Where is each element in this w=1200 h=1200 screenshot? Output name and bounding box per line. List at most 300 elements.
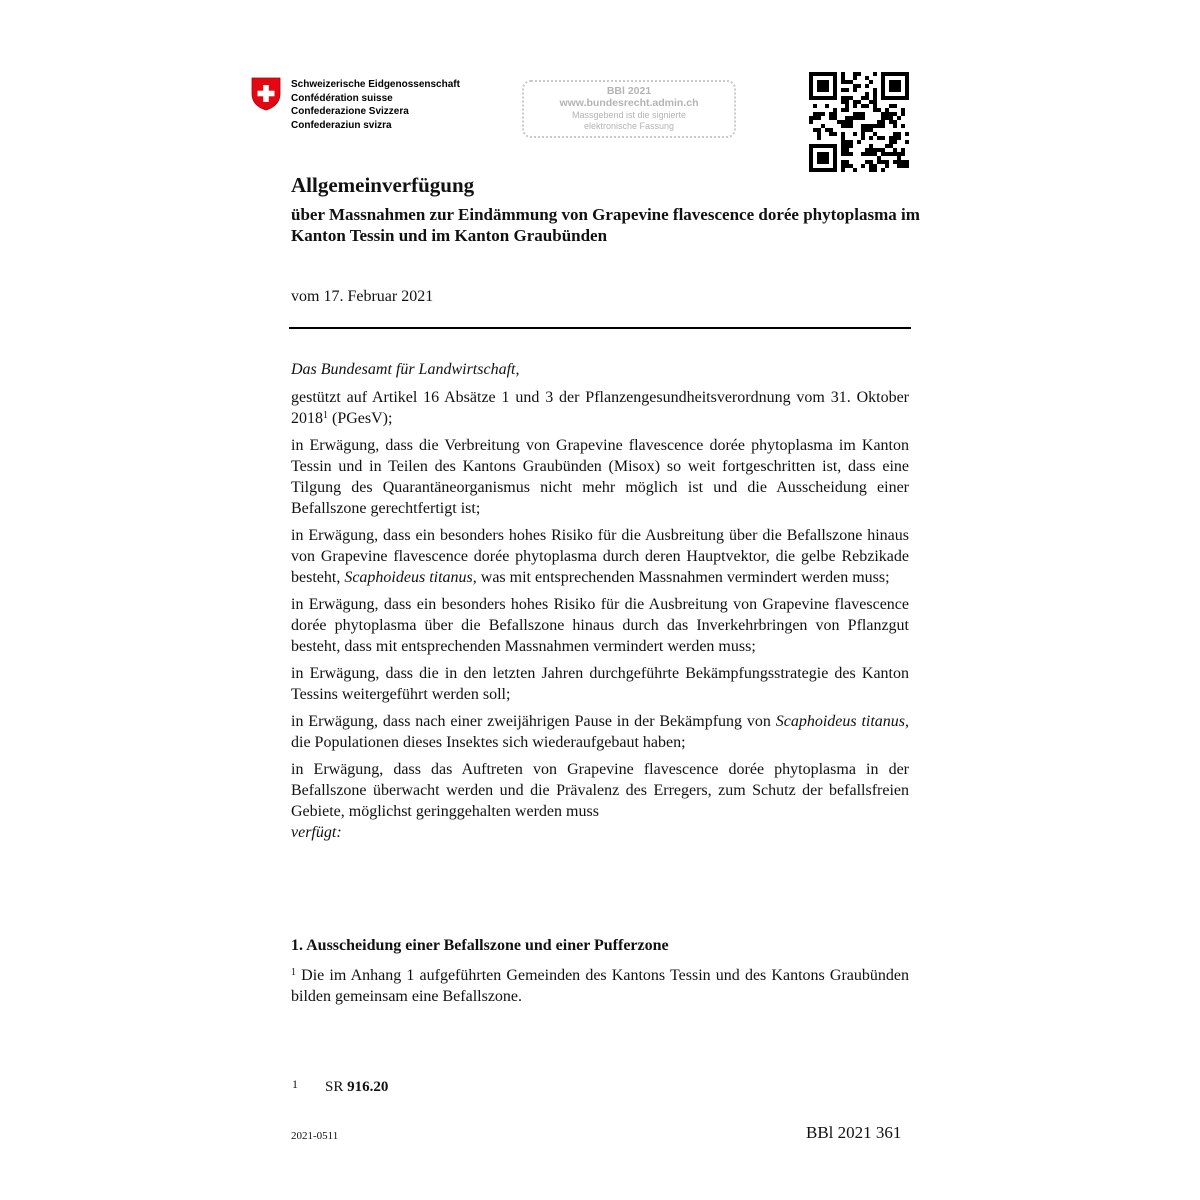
qr-module (841, 140, 845, 144)
footnote-number: 1 (292, 1077, 298, 1091)
qr-module (869, 168, 873, 172)
qr-module (833, 96, 837, 100)
stamp-line-2: www.bundesrecht.admin.ch (559, 97, 699, 109)
qr-module (845, 160, 849, 164)
qr-module (893, 112, 897, 116)
qr-module (817, 116, 821, 120)
qr-module (881, 72, 885, 76)
qr-module (889, 144, 893, 148)
qr-module (845, 80, 849, 84)
qr-module (885, 112, 889, 116)
qr-module (885, 96, 889, 100)
qr-module (873, 92, 877, 96)
qr-module (817, 80, 821, 84)
qr-module (825, 144, 829, 148)
qr-module (829, 72, 833, 76)
confederation-line-fr: Confédération suisse (291, 92, 393, 104)
qr-module (877, 120, 881, 124)
qr-module (833, 152, 837, 156)
qr-module (893, 124, 897, 128)
qr-module (873, 124, 877, 128)
qr-module (825, 88, 829, 92)
qr-module (889, 140, 893, 144)
qr-module (893, 104, 897, 108)
qr-module (821, 144, 825, 148)
qr-module (845, 104, 849, 108)
section-1-paragraph-text: Die im Anhang 1 aufgeführten Gemeinden des Kantons Tessin und des Kantons Graubünden bilden gemeinsam eine Befallszone. (291, 967, 909, 1005)
qr-module (841, 88, 845, 92)
qr-module (821, 152, 825, 156)
qr-module (893, 88, 897, 92)
qr-module (865, 76, 869, 80)
qr-module (857, 84, 861, 88)
qr-module (901, 112, 905, 116)
qr-module (841, 80, 845, 84)
qr-module (881, 116, 885, 120)
qr-module (865, 148, 869, 152)
qr-module (897, 84, 901, 88)
qr-module (885, 160, 889, 164)
qr-code-icon (809, 72, 909, 172)
qr-module (893, 132, 897, 136)
qr-module (841, 148, 845, 152)
qr-module (881, 92, 885, 96)
qr-module (809, 88, 813, 92)
qr-module (893, 152, 897, 156)
species-name: Scaphoideus titanus (344, 569, 473, 586)
qr-module (897, 88, 901, 92)
qr-module (829, 128, 833, 132)
qr-module (817, 112, 821, 116)
qr-module (809, 148, 813, 152)
qr-module (833, 164, 837, 168)
consideration-5-tail: , die Populationen dieses Insektes sich wiederaufgebaut haben; (291, 713, 910, 751)
qr-module (853, 100, 857, 104)
qr-module (893, 84, 897, 88)
qr-module (861, 112, 865, 116)
qr-module (833, 88, 837, 92)
footnote-reference: 1 (323, 410, 328, 421)
qr-module (845, 96, 849, 100)
qr-module (861, 96, 865, 100)
qr-module (905, 76, 909, 80)
qr-module (873, 148, 877, 152)
preamble (291, 359, 909, 849)
qr-module (813, 128, 817, 132)
legal-basis-text: gestützt auf Artikel 16 Absätze 1 und 3 der Pflanzengesundheitsverordnung vom 31. Oktober 2018 (291, 389, 909, 427)
confederation-line-rm: Confederaziun svizra (291, 119, 392, 131)
qr-module (821, 124, 825, 128)
qr-module (809, 84, 813, 88)
qr-module (865, 128, 869, 132)
qr-module (849, 140, 853, 144)
qr-module (869, 100, 873, 104)
qr-module (821, 80, 825, 84)
qr-module (817, 96, 821, 100)
qr-module (825, 128, 829, 132)
qr-module (841, 152, 845, 156)
qr-module (833, 156, 837, 160)
qr-module (829, 132, 833, 136)
qr-module (841, 100, 845, 104)
qr-module (849, 116, 853, 120)
qr-module (861, 128, 865, 132)
qr-module (841, 164, 845, 168)
qr-module (897, 96, 901, 100)
qr-module (841, 76, 845, 80)
qr-module (865, 96, 869, 100)
qr-module (837, 120, 841, 124)
qr-module (881, 124, 885, 128)
qr-module (849, 96, 853, 100)
consideration-5-text: in Erwägung, dass nach einer zweijährigen Pause in der Bekämpfung von (291, 713, 776, 730)
qr-module (853, 116, 857, 120)
qr-module (881, 76, 885, 80)
qr-module (829, 168, 833, 172)
qr-module (813, 144, 817, 148)
qr-module (889, 136, 893, 140)
qr-module (901, 148, 905, 152)
qr-module (849, 152, 853, 156)
qr-module (889, 116, 893, 120)
paragraph-number: 1 (291, 967, 296, 978)
qr-module (897, 136, 901, 140)
qr-module (861, 132, 865, 136)
qr-module (829, 116, 833, 120)
qr-module (813, 104, 817, 108)
qr-module (809, 144, 813, 148)
qr-module (889, 120, 893, 124)
stamp-line-1: BBl 2021 (606, 85, 652, 97)
qr-module (841, 96, 845, 100)
qr-module (817, 156, 821, 160)
qr-module (829, 96, 833, 100)
qr-module (821, 112, 825, 116)
qr-module (901, 72, 905, 76)
qr-module (809, 160, 813, 164)
qr-module (885, 144, 889, 148)
qr-module (813, 96, 817, 100)
qr-module (901, 96, 905, 100)
qr-module (901, 108, 905, 112)
qr-module (853, 104, 857, 108)
qr-module (825, 160, 829, 164)
qr-module (821, 88, 825, 92)
qr-module (897, 80, 901, 84)
qr-module (873, 72, 877, 76)
qr-module (889, 152, 893, 156)
section-1-paragraph (291, 965, 909, 1007)
qr-module (841, 144, 845, 148)
qr-module (889, 104, 893, 108)
qr-module (853, 168, 857, 172)
qr-module (885, 116, 889, 120)
qr-module (881, 112, 885, 116)
qr-module (853, 72, 857, 76)
qr-module (893, 148, 897, 152)
qr-module (857, 72, 861, 76)
qr-module (845, 88, 849, 92)
swiss-coat-of-arms-icon (251, 77, 281, 111)
qr-module (873, 132, 877, 136)
qr-module (881, 136, 885, 140)
qr-module (893, 140, 897, 144)
qr-module (877, 148, 881, 152)
qr-module (869, 144, 873, 148)
qr-module (841, 124, 845, 128)
qr-module (897, 160, 901, 164)
qr-module (857, 112, 861, 116)
confederation-line-de: Schweizerische Eidgenossenschaft (291, 79, 460, 90)
qr-module (861, 116, 865, 120)
qr-module (905, 80, 909, 84)
qr-module (817, 152, 821, 156)
species-name: Scaphoideus titanus (775, 713, 906, 730)
qr-module (817, 160, 821, 164)
qr-module (885, 152, 889, 156)
qr-module (881, 168, 885, 172)
qr-module (897, 72, 901, 76)
qr-module (817, 168, 821, 172)
qr-module (861, 124, 865, 128)
qr-module (833, 168, 837, 172)
qr-module (813, 72, 817, 76)
qr-module (877, 136, 881, 140)
qr-module (881, 96, 885, 100)
confederation-name (291, 78, 511, 132)
qr-module (869, 128, 873, 132)
qr-module (893, 160, 897, 164)
qr-module (833, 108, 837, 112)
qr-module (897, 116, 901, 120)
qr-module (889, 80, 893, 84)
consideration-2-text: in Erwägung, dass ein besonders hohes Risiko für die Ausbreitung über die Befallszone hinaus von Grapevine flavescence dorée phytoplasma durch deren Hauptvektor, die gelbe Rebzikade besteht, (291, 527, 909, 586)
qr-module (881, 152, 885, 156)
qr-module (893, 80, 897, 84)
qr-module (817, 136, 821, 140)
qr-module (813, 168, 817, 172)
qr-module (845, 100, 849, 104)
qr-module (905, 164, 909, 168)
qr-module (833, 80, 837, 84)
qr-module (885, 72, 889, 76)
qr-module (869, 152, 873, 156)
qr-module (861, 152, 865, 156)
qr-module (853, 88, 857, 92)
qr-module (809, 120, 813, 124)
qr-module (873, 88, 877, 92)
qr-module (829, 112, 833, 116)
legal-basis (291, 387, 909, 429)
qr-module (845, 164, 849, 168)
qr-module (873, 96, 877, 100)
qr-module (881, 84, 885, 88)
issuing-authority: Das Bundesamt für Landwirtschaft, (291, 361, 520, 378)
qr-module (853, 132, 857, 136)
qr-module (873, 104, 877, 108)
qr-module (889, 72, 893, 76)
qr-module (877, 160, 881, 164)
qr-module (825, 80, 829, 84)
qr-module (877, 124, 881, 128)
qr-module (897, 164, 901, 168)
qr-module (809, 152, 813, 156)
qr-module (857, 116, 861, 120)
qr-module (841, 168, 845, 172)
qr-module (825, 168, 829, 172)
qr-module (865, 84, 869, 88)
qr-module (849, 124, 853, 128)
qr-module (865, 92, 869, 96)
qr-module (813, 116, 817, 120)
qr-module (865, 152, 869, 156)
stamp-line-4: elektronische Fassung (583, 121, 675, 131)
qr-module (873, 152, 877, 156)
footnote-prefix: SR (325, 1079, 348, 1095)
qr-module (873, 168, 877, 172)
qr-module (845, 120, 849, 124)
qr-module (821, 84, 825, 88)
qr-module (817, 144, 821, 148)
qr-module (889, 96, 893, 100)
qr-module (873, 108, 877, 112)
consideration-3: in Erwägung, dass ein besonders hohes Risiko für die Ausbreitung von Grapevine flavescence dorée phytoplasma über die Befallszone hinaus durch das Inverkehrbringen von Pflanzgut besteht, dass mit entsprechenden Massnahmen vermindert werden muss; (291, 596, 909, 655)
qr-module (845, 108, 849, 112)
qr-module (841, 160, 845, 164)
qr-module (877, 108, 881, 112)
qr-module (833, 132, 837, 136)
qr-module (865, 124, 869, 128)
qr-module (905, 132, 909, 136)
qr-module (817, 132, 821, 136)
qr-module (821, 160, 825, 164)
qr-module (861, 104, 865, 108)
qr-module (869, 80, 873, 84)
qr-module (849, 164, 853, 168)
footnote-sr-number: 916.20 (347, 1079, 389, 1095)
qr-module (825, 96, 829, 100)
qr-module (817, 72, 821, 76)
qr-module (809, 116, 813, 120)
qr-module (849, 144, 853, 148)
qr-module (881, 88, 885, 92)
qr-module (901, 152, 905, 156)
qr-module (809, 164, 813, 168)
qr-module (817, 128, 821, 132)
document-code: 2021-0511 (291, 1130, 339, 1142)
consideration-2 (291, 525, 909, 588)
qr-module (833, 92, 837, 96)
qr-module (869, 136, 873, 140)
qr-module (881, 148, 885, 152)
qr-module (845, 140, 849, 144)
qr-module (873, 100, 877, 104)
qr-module (905, 72, 909, 76)
stamp-line-3: Massgebend ist die signierte (571, 110, 687, 120)
qr-module (809, 156, 813, 160)
qr-module (809, 92, 813, 96)
qr-module (881, 120, 885, 124)
qr-module (845, 116, 849, 120)
qr-module (901, 164, 905, 168)
qr-module (825, 156, 829, 160)
qr-module (869, 148, 873, 152)
qr-module (829, 144, 833, 148)
qr-module (817, 84, 821, 88)
qr-module (841, 120, 845, 124)
qr-module (881, 80, 885, 84)
consideration-2-tail: , was mit entsprechenden Massnahmen vermindert werden muss; (472, 569, 890, 586)
qr-module (861, 136, 865, 140)
qr-module (885, 164, 889, 168)
qr-module (905, 140, 909, 144)
qr-module (841, 72, 845, 76)
confederation-line-it: Confederazione Svizzera (291, 106, 409, 117)
qr-module (853, 112, 857, 116)
qr-module (897, 132, 901, 136)
qr-module (853, 84, 857, 88)
qr-module (897, 152, 901, 156)
qr-module (809, 80, 813, 84)
qr-module (905, 84, 909, 88)
qr-module (821, 72, 825, 76)
qr-module (893, 136, 897, 140)
qr-module (833, 112, 837, 116)
consideration-6: in Erwägung, dass das Auftreten von Grapevine flavescence dorée phytoplasma in der Befallszone überwacht werden und die Prävalenz des Erregers, zum Schutz der befallsfreien Gebiete, möglichst geringgehalten werden muss (291, 761, 909, 820)
qr-module (869, 124, 873, 128)
qr-module (833, 76, 837, 80)
qr-module (833, 148, 837, 152)
qr-module (833, 84, 837, 88)
qr-module (833, 116, 837, 120)
qr-module (809, 96, 813, 100)
title-divider (289, 327, 911, 329)
document-date: vom 17. Februar 2021 (291, 288, 434, 305)
qr-module (869, 160, 873, 164)
qr-module (881, 160, 885, 164)
qr-module (857, 100, 861, 104)
qr-module (845, 152, 849, 156)
qr-module (809, 168, 813, 172)
qr-module (889, 88, 893, 92)
document-title: Allgemeinverfügung (291, 173, 475, 197)
qr-module (833, 144, 837, 148)
qr-module (869, 164, 873, 168)
qr-module (809, 72, 813, 76)
consideration-5 (291, 711, 909, 753)
qr-module (853, 76, 857, 80)
qr-module (833, 160, 837, 164)
qr-module (849, 120, 853, 124)
qr-module (857, 140, 861, 144)
qr-module (825, 84, 829, 88)
qr-module (893, 72, 897, 76)
qr-module (841, 108, 845, 112)
qr-module (825, 152, 829, 156)
page-reference: BBl 2021 361 (806, 1123, 902, 1142)
footnote-text (325, 1079, 388, 1096)
qr-module (865, 160, 869, 164)
qr-module (817, 88, 821, 92)
qr-module (889, 112, 893, 116)
qr-module (905, 96, 909, 100)
qr-module (865, 104, 869, 108)
qr-module (897, 156, 901, 160)
qr-module (901, 160, 905, 164)
qr-module (905, 160, 909, 164)
qr-module (821, 168, 825, 172)
publication-stamp (522, 80, 736, 138)
